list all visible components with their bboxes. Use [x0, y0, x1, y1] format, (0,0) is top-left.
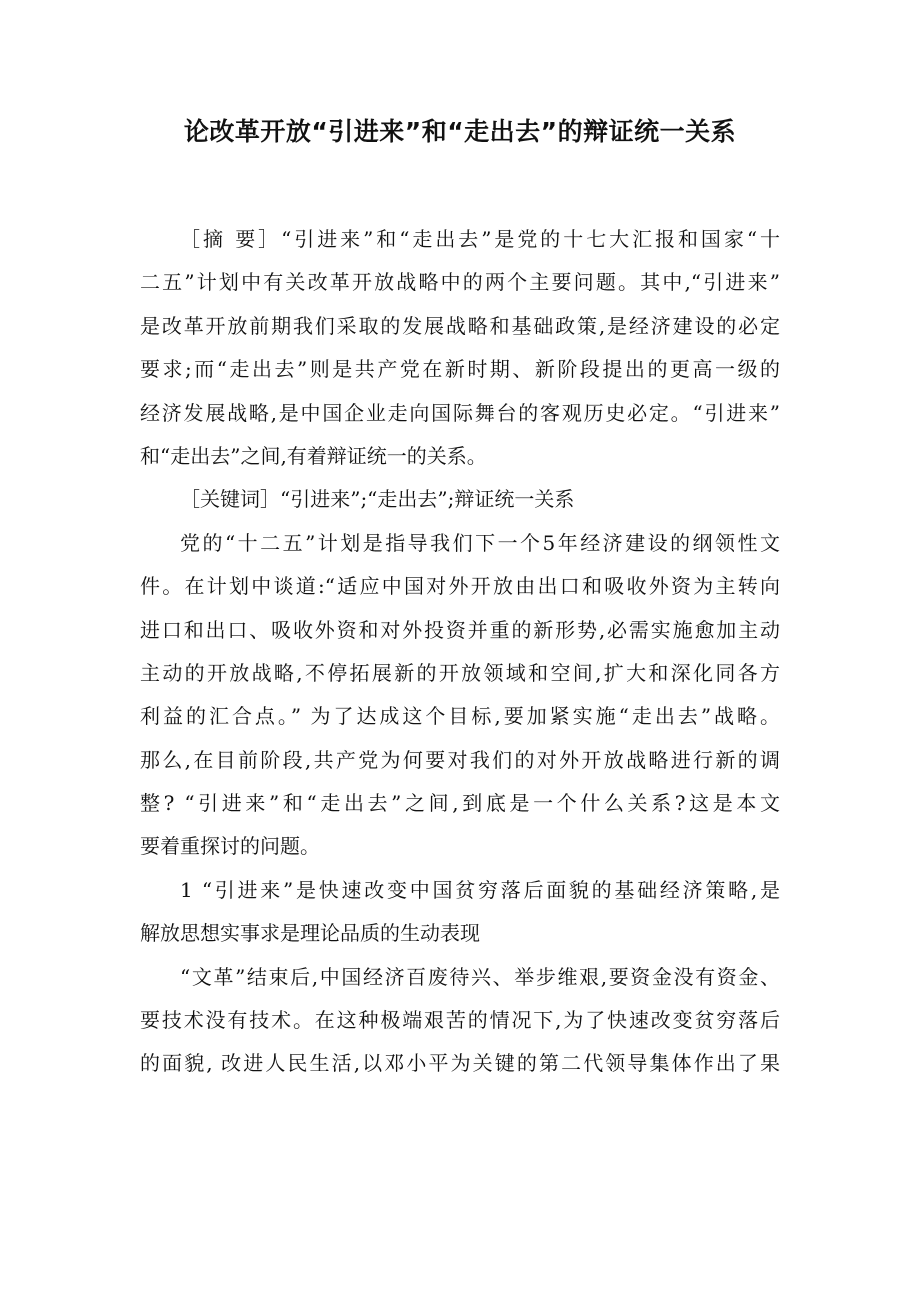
- abstract-line: 要求;而“走出去”则是共产党在新时期、新阶段提出的更高一级的: [140, 357, 780, 382]
- paragraph-line: 的面貌, 改进人民生活,以邓小平为关键的第二代领导集体作出了果: [140, 1051, 780, 1076]
- paragraph-line: “文革”结束后,中国经济百废待兴、举步维艰,要资金没有资金、: [180, 964, 780, 989]
- paragraph-line: 进口和出口、吸收外资和对外投资并重的新形势,必需实施愈加主动: [140, 617, 780, 642]
- abstract-line: 是改革开放前期我们采取的发展战略和基础政策,是经济建设的必定: [140, 313, 780, 338]
- keywords-line: ［关键词］“引进来”;“走出去”;辩证统一关系: [180, 487, 575, 512]
- paragraph-line: 主动的开放战略,不停拓展新的开放领域和空间,扩大和深化同各方: [140, 660, 780, 685]
- section-heading-line: 解放思想实事求是理论品质的生动表现: [140, 921, 480, 946]
- abstract-line: 二五”计划中有关改革开放战略中的两个主要问题。其中,“引进来”: [140, 270, 780, 295]
- abstract-line: ［摘 要］“引进来”和“走出去”是党的十七大汇报和国家“十: [180, 227, 780, 251]
- paragraph-line: 件。在计划中谈道:“适应中国对外开放由出口和吸收外资为主转向: [140, 574, 780, 599]
- paragraph-line: 那么,在目前阶段,共产党为何要对我们的对外开放战略进行新的调: [140, 747, 780, 772]
- section-heading-line: 1 “引进来”是快速改变中国贫穷落后面貌的基础经济策略,是: [180, 877, 780, 902]
- abstract-line: 和“走出去”之间,有着辩证统一的关系。: [140, 443, 487, 468]
- paragraph-line: 党的“十二五”计划是指导我们下一个5年经济建设的纲领性文: [180, 530, 780, 555]
- paragraph-line: 利益的汇合点。” 为了达成这个目标,要加紧实施“走出去”战略。: [140, 704, 780, 729]
- paragraph-line: 要着重探讨的问题。: [140, 834, 320, 859]
- document-title: 论改革开放“引进来”和“走出去”的辩证统一关系: [183, 117, 737, 146]
- abstract-line: 经济发展战略,是中国企业走向国际舞台的客观历史必定。“引进来”: [140, 400, 780, 425]
- paragraph-line: 要技术没有技术。在这种极端艰苦的情况下,为了快速改变贫穷落后: [140, 1008, 780, 1033]
- paragraph-line: 整? “引进来”和“走出去”之间,到底是一个什么关系?这是本文: [140, 791, 780, 816]
- document-body: [140, 218, 780, 1086]
